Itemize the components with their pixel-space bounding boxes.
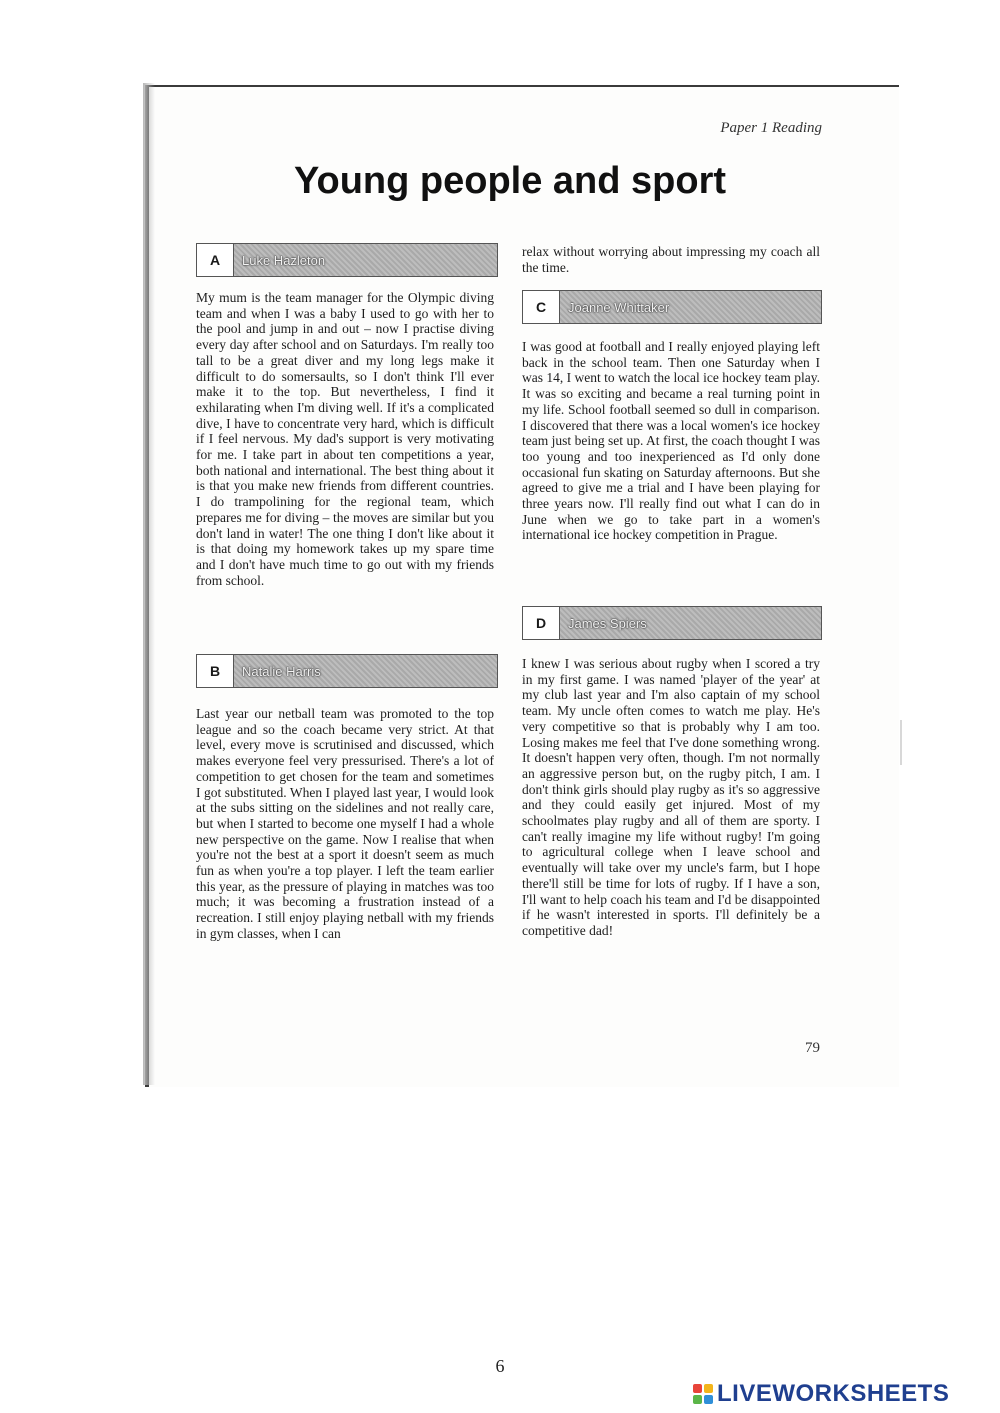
logo-text: LIVEWORKSHEETS	[717, 1380, 950, 1407]
section-c-text: I was good at football and I really enjoyed playing left back in the school team. Then one Saturday when I was 14, I went to watch the local ice hockey team play. It was so exciting and became a real turning point in my life. School football seemed so dull in comparison. I discovered that there was a local women's ice hockey team just being set up. At first, the coach thought I was too young and too inexperienced as I'd only done occasional fun skating on Saturday afternoons. But she agreed to give me a trial and I have been playing for three years now. I'll really find out what I can do in June when we go to take part in a women's international ice hockey competition in Prague.	[522, 339, 820, 543]
section-b-text: Last year our netball team was promoted to the top league and so the coach became very strict. At that level, every move is scrutinised and discussed, which makes everyone feel very pressurised. There's a lot of competition to get chosen for the team and sometimes I got substituted. When I played last year, I would look at the subs sitting on the sidelines and not really care, but when I started to become one myself I had a whole new perspective on the game. Now I realise that when you're not the best at a sport it doesn't seem as much fun as when you're a top player. I left the team earlier this year, as the pressure of playing in matches was too much; it was becoming a frustration instead of a recreation. I still enjoy playing netball with my friends in gym classes, when I can	[196, 706, 494, 941]
section-c-header	[522, 290, 822, 324]
logo-square-yellow	[704, 1384, 713, 1393]
section-d-letter: D	[523, 607, 560, 639]
section-b-continuation: relax without worrying about impressing my coach all the time.	[522, 244, 820, 275]
section-d-name: James Spiers	[560, 607, 821, 639]
section-a-letter: A	[197, 244, 234, 276]
logo-square-green	[693, 1395, 702, 1404]
section-b-name: Natalie Harris	[234, 655, 497, 687]
section-c-letter: C	[523, 291, 560, 323]
liveworksheets-logo-icon	[693, 1384, 713, 1404]
section-b-letter: B	[197, 655, 234, 687]
page-edge-shadow	[143, 83, 155, 1085]
footer-page-number: 6	[495, 1356, 505, 1376]
section-a-header	[196, 243, 498, 277]
section-a-name: Luke Hazleton	[234, 244, 497, 276]
logo-square-blue	[704, 1395, 713, 1404]
section-c-name: Joanne Whittaker	[560, 291, 821, 323]
section-d-header	[522, 606, 822, 640]
section-b-header	[196, 654, 498, 688]
section-d-text: I knew I was serious about rugby when I scored a try in my first game. I was named 'player of the year' at my club last year and I'm also captain of my school team. My uncle often comes to watch me play. He's very competitive so that is probably why I am too. Losing makes me feel that I've done something wrong. It doesn't happen very often, though. I'm not normally an aggressive person but, on the rugby pitch, I am. I don't think girls should play rugby as it's so aggressive and they could easily get injured. Most of my schoolmates play rugby and all of them are sporty. I can't really imagine my life without rugby! I'm going to agricultural college when I leave school and eventually will take over my uncle's farm, but I hope there'll still be time for lots of rugby. If I have a son, I'll want to help coach his team and I'd be disappointed if he wasn't interested in sports. I'll definitely be a competitive dad!	[522, 656, 820, 938]
running-head: Paper 1 Reading	[720, 120, 822, 136]
liveworksheets-logo[interactable]	[693, 1378, 949, 1410]
section-a-text: My mum is the team manager for the Olympic diving team and when I was a baby I used to go with her to the pool and jump in and out – now I practise diving every day after school and on Saturdays. I'm really too tall to be a great diver and my long legs make it difficult to do somersaults, so I don't think I'll ever make it to the top. But nevertheless, I find it exhilarating when I'm diving well. If it's a complicated dive, I have to concentrate very hard, which is difficult if I feel nervous. My dad's support is very motivating for me. I take part in about ten competitions a year, both national and international. The best thing about it is that you make new friends from different countries. I do trampolining for the regional team, which prepares me for diving – the moves are similar but you don't land in water! The one thing I don't like about it is that doing my homework takes up my spare time and I don't have much time to go out with my friends from school.	[196, 290, 494, 588]
book-page-number: 79	[805, 1040, 820, 1056]
margin-mark	[900, 720, 902, 765]
logo-square-red	[693, 1384, 702, 1393]
page-title: Young people and sport	[293, 160, 727, 202]
